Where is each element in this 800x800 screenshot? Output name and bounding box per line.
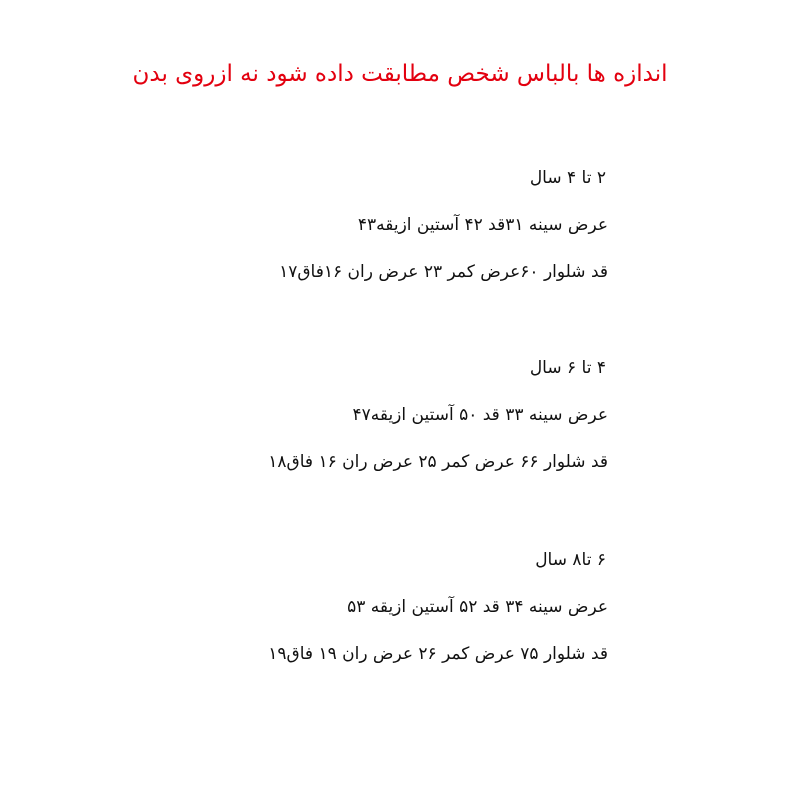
pants-measurements: قد شلوار ۶۰عرض کمر ۲۳ عرض ران ۱۶فاق۱۷ — [279, 262, 608, 282]
age-range-label: ۶ تا۸ سال — [535, 550, 606, 570]
top-measurements: عرض سینه ۳۱قد ۴۲ آستین ازیقه۴۳ — [357, 215, 608, 235]
top-measurements: عرض سینه ۳۴ قد ۵۲ آستین ازیقه ۵۳ — [347, 597, 608, 617]
page-title: اندازه ها بالباس شخص مطابقت داده شود نه ازروی بدن — [132, 61, 668, 87]
pants-measurements: قد شلوار ۷۵ عرض کمر ۲۶ عرض ران ۱۹ فاق۱۹ — [268, 644, 608, 664]
age-range-label: ۴ تا ۶ سال — [529, 358, 606, 378]
top-measurements: عرض سینه ۳۳ قد ۵۰ آستین ازیقه۴۷ — [352, 405, 608, 425]
size-group-6-8 — [188, 547, 608, 667]
size-group-4-6 — [188, 355, 608, 475]
pants-measurements: قد شلوار ۶۶ عرض کمر ۲۵ عرض ران ۱۶ فاق۱۸ — [268, 452, 608, 472]
age-range-label: ۲ تا ۴ سال — [529, 168, 606, 188]
size-group-2-4 — [188, 165, 608, 285]
